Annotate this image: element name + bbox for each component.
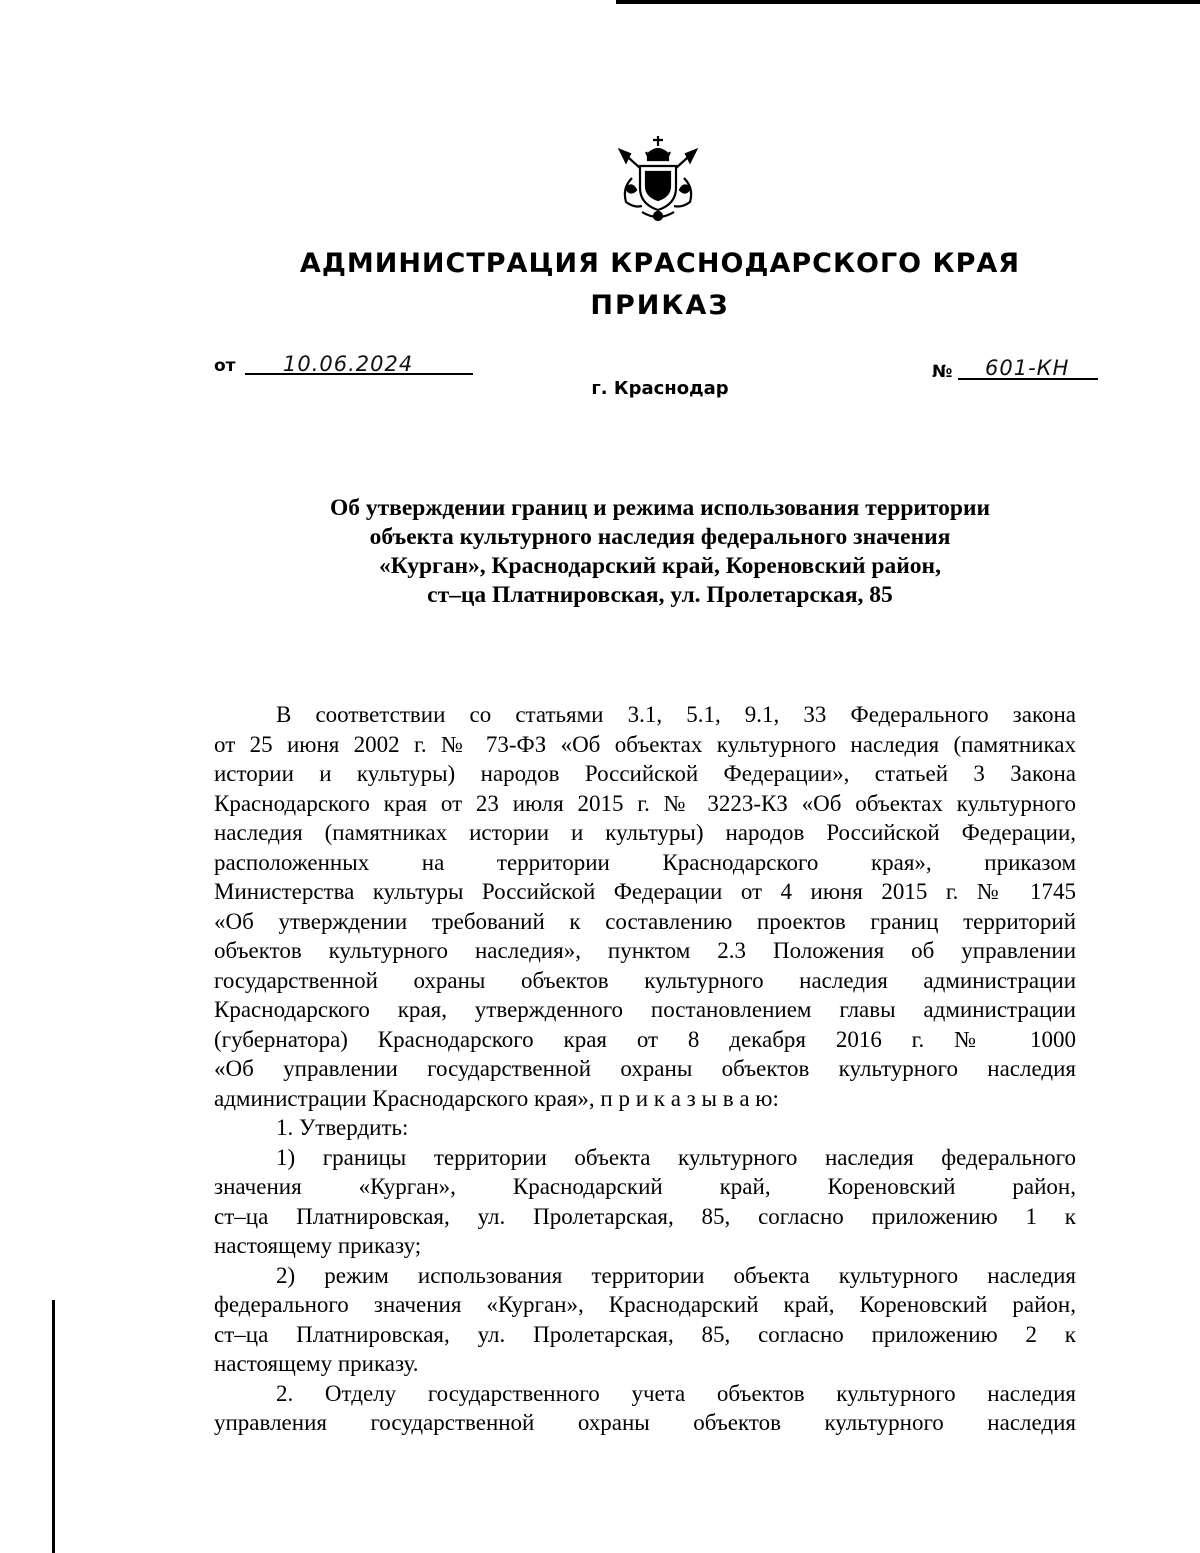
text-line: 1. Утвердить: [276, 1115, 409, 1140]
text-line: Министерства культуры Российской Федерации от 4 июня 2015 г. № 1745 [214, 879, 1076, 904]
text-line: федерального значения «Курган», Краснодарский край, Кореновский район, [214, 1292, 1076, 1317]
text-line: Краснодарского края, утвержденного постановлением главы администрации [214, 997, 1076, 1022]
document-type: ПРИКАЗ [590, 290, 730, 321]
text-line: государственной охраны объектов культурного наследия администрации [214, 967, 1076, 993]
text-line: 1) границы территории объекта культурного наследия федерального [276, 1144, 1076, 1170]
text-line: значения «Курган», Краснодарский край, Кореновский район, [214, 1174, 1076, 1199]
scan-border-top [616, 0, 1200, 4]
date-value: 10.06.2024 [283, 352, 414, 376]
text-line: В соответствии со статьями 3.1, 5.1, 9.1, 33 Федерального закона [276, 702, 1076, 727]
text-line: управления государственной охраны объектов культурного наследия [214, 1410, 1076, 1435]
text-line: «Об утверждении требований к составлению проектов границ территорий [214, 908, 1076, 934]
text-line: 2. Отделу государственного учета объектов культурного наследия [276, 1380, 1076, 1406]
paragraph-item-2 [214, 1379, 1076, 1438]
organization-title: АДМИНИСТРАЦИЯ КРАСНОДАРСКОГО КРАЯ [299, 248, 1021, 279]
text-line: истории и культуры) народов Российской Федерации», статьей 3 Закона [214, 761, 1076, 786]
scan-border-left [52, 1300, 55, 1553]
text-line: расположенных на территории Краснодарского края», приказом [214, 849, 1076, 875]
text-line: (губернатора) Краснодарского края от 8 декабря 2016 г. № 1000 [214, 1026, 1076, 1052]
text-line: Краснодарского края от 23 июля 2015 г. № 3223-КЗ «Об объектах культурного [214, 790, 1076, 816]
paragraph-preamble [214, 700, 1076, 1113]
paragraph-item-1-2 [214, 1261, 1076, 1379]
number-value: 601-КН [985, 356, 1070, 380]
text-line: объектов культурного наследия», пунктом 2.3 Положения об управлении [214, 938, 1076, 963]
text-line: ст–ца Платнировская, ул. Пролетарская, 85, согласно приложению 1 к [214, 1203, 1076, 1229]
date-label: от [214, 356, 236, 376]
text-line: настоящему приказу; [214, 1233, 422, 1258]
paragraph-item-1-1 [214, 1143, 1076, 1261]
document-heading [240, 494, 1080, 610]
document-body [214, 700, 1076, 1438]
heading-line: Об утверждении границ и режима использования территории [329, 495, 991, 521]
text-line: «Об управлении государственной охраны объектов культурного наследия [214, 1056, 1076, 1081]
heading-line: объекта культурного наследия федерального значения [369, 524, 951, 550]
text-line: 2) режим использования территории объекта культурного наследия [276, 1262, 1076, 1288]
text-line: администрации Краснодарского края», п р и к а з ы в а ю: [214, 1085, 779, 1111]
coat-of-arms-emblem [612, 132, 704, 224]
text-line: от 25 июня 2002 г. № 73-ФЗ «Об объектах культурного наследия (памятниках [214, 731, 1076, 757]
heading-line: ст–ца Платнировская, ул. Пролетарская, 85 [427, 582, 893, 608]
text-line: наследия (памятниках истории и культуры) народов Российской Федерации, [214, 820, 1076, 845]
city: г. Краснодар [591, 378, 729, 399]
paragraph-item-1 [214, 1113, 1076, 1143]
text-line: настоящему приказу. [214, 1351, 419, 1376]
heading-line: «Курган», Краснодарский край, Кореновский район, [379, 553, 941, 579]
text-line: ст–ца Платнировская, ул. Пролетарская, 85, согласно приложению 2 к [214, 1321, 1076, 1347]
number-label: № [932, 362, 953, 382]
